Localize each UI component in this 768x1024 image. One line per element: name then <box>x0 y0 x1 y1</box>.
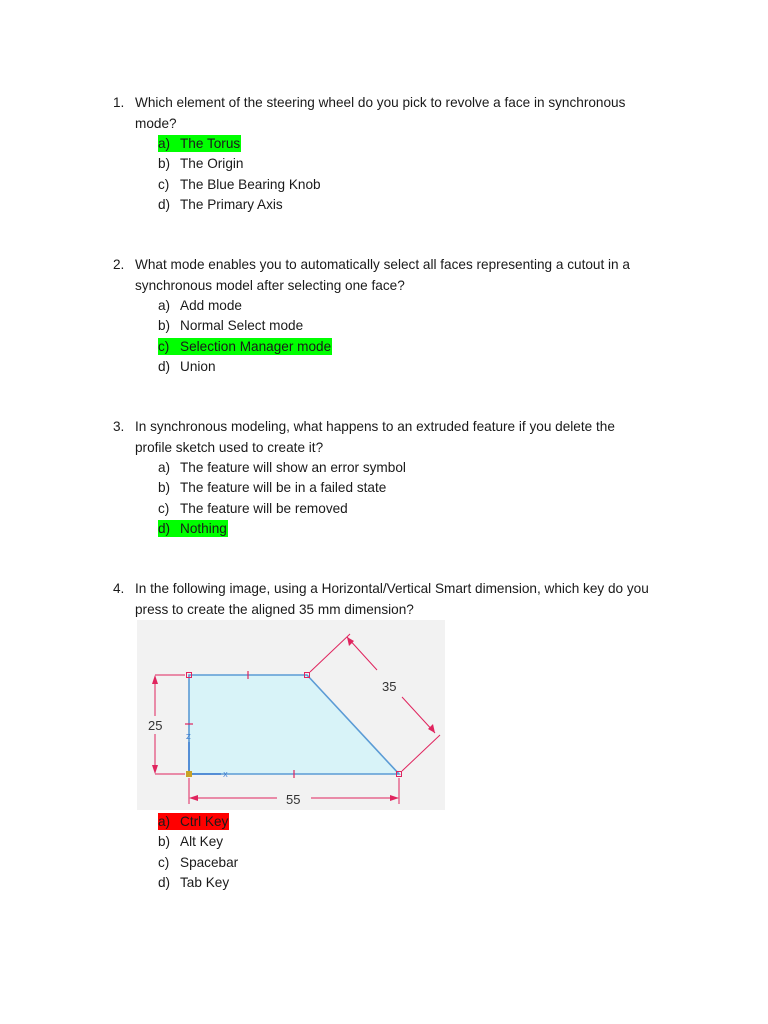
option-text: The Origin <box>180 156 244 172</box>
option-letter: c) <box>158 854 170 870</box>
option-letter: c) <box>158 500 170 516</box>
question-2 <box>113 255 673 378</box>
option-a[interactable] <box>158 812 239 832</box>
sketch-figure <box>137 620 445 810</box>
dimension-label-25: 25 <box>148 718 163 733</box>
option-text: The feature will be removed <box>180 500 348 516</box>
extension-line <box>310 634 350 672</box>
option-text: Tab Key <box>180 875 230 891</box>
option-b[interactable] <box>158 832 239 852</box>
option-text: Normal Select mode <box>180 318 304 334</box>
arrowhead <box>189 795 198 801</box>
question-3 <box>113 417 673 540</box>
option-c[interactable] <box>158 853 239 873</box>
option-letter: d) <box>158 875 171 891</box>
option-text: Spacebar <box>180 854 239 870</box>
option-a[interactable] <box>158 296 673 316</box>
option-letter: b) <box>158 156 171 172</box>
arrowhead <box>428 724 435 733</box>
option-text: Nothing <box>180 521 227 537</box>
option-letter: b) <box>158 480 171 496</box>
option-letter: a) <box>158 298 171 313</box>
option-letter: d) <box>158 521 171 537</box>
trapezoid-profile <box>189 675 399 774</box>
option-text: The feature will show an error symbol <box>180 460 406 475</box>
option-d[interactable] <box>158 357 673 377</box>
option-text: The Blue Bearing Knob <box>180 176 321 192</box>
option-text: The Primary Axis <box>180 197 283 213</box>
question-1 <box>113 93 673 216</box>
answer-options <box>113 296 673 378</box>
option-b[interactable] <box>158 478 673 498</box>
option-letter: d) <box>158 197 171 213</box>
question-number: 4. <box>113 581 125 596</box>
answer-options <box>113 458 673 540</box>
option-c[interactable] <box>158 499 673 519</box>
question-text: In the following image, using a Horizontal/Vertical Smart dimension, which key do you press to create the aligned 35 mm dimension? <box>135 581 649 617</box>
answer-highlight <box>158 338 332 355</box>
option-text: Alt Key <box>180 834 224 850</box>
option-text: Ctrl Key <box>180 814 229 829</box>
option-d[interactable] <box>158 873 239 893</box>
answer-options <box>113 134 673 216</box>
option-letter: b) <box>158 834 171 850</box>
option-letter: c) <box>158 338 170 354</box>
option-letter: c) <box>158 176 170 192</box>
option-d[interactable] <box>158 195 673 215</box>
answer-options <box>158 812 239 894</box>
option-text: Union <box>180 359 216 375</box>
option-a[interactable] <box>158 134 673 154</box>
arrowhead <box>152 765 158 774</box>
option-text: Selection Manager mode <box>180 338 332 354</box>
option-letter: b) <box>158 318 171 334</box>
option-text: Add mode <box>180 298 242 313</box>
option-letter: d) <box>158 359 171 375</box>
option-d[interactable] <box>158 519 673 539</box>
x-axis-label: X <box>223 771 228 779</box>
answer-highlight-wrong <box>158 813 229 830</box>
option-c[interactable] <box>158 337 673 357</box>
arrowhead <box>347 637 354 646</box>
option-text: The feature will be in a failed state <box>180 480 387 496</box>
option-letter: a) <box>158 814 171 829</box>
option-a[interactable] <box>158 458 673 478</box>
question-text: What mode enables you to automatically select all faces representing a cutout in a synchronous model after selecting one face? <box>135 257 630 293</box>
origin-marker <box>186 771 192 777</box>
option-b[interactable] <box>158 154 673 174</box>
option-letter: a) <box>158 460 171 475</box>
z-axis-label: Z <box>186 733 191 741</box>
question-text: In synchronous modeling, what happens to an extruded feature if you delete the profile sketch used to create it? <box>135 419 615 455</box>
option-c[interactable] <box>158 175 673 195</box>
question-text: Which element of the steering wheel do you pick to revolve a face in synchronous mode? <box>135 95 626 131</box>
question-4 <box>113 579 673 620</box>
arrowhead <box>390 795 399 801</box>
trapezoid-sketch <box>137 620 445 810</box>
arrowhead <box>152 675 158 684</box>
option-b[interactable] <box>158 316 673 336</box>
question-number: 2. <box>113 257 125 272</box>
dimension-label-55: 55 <box>286 792 301 807</box>
option-letter: a) <box>158 136 171 151</box>
dimension-label-35: 35 <box>382 679 397 694</box>
answer-highlight <box>158 520 228 537</box>
extension-line <box>402 735 440 771</box>
question-number: 1. <box>113 95 125 110</box>
question-number: 3. <box>113 419 125 434</box>
answer-highlight <box>158 135 241 152</box>
option-text: The Torus <box>180 136 241 151</box>
